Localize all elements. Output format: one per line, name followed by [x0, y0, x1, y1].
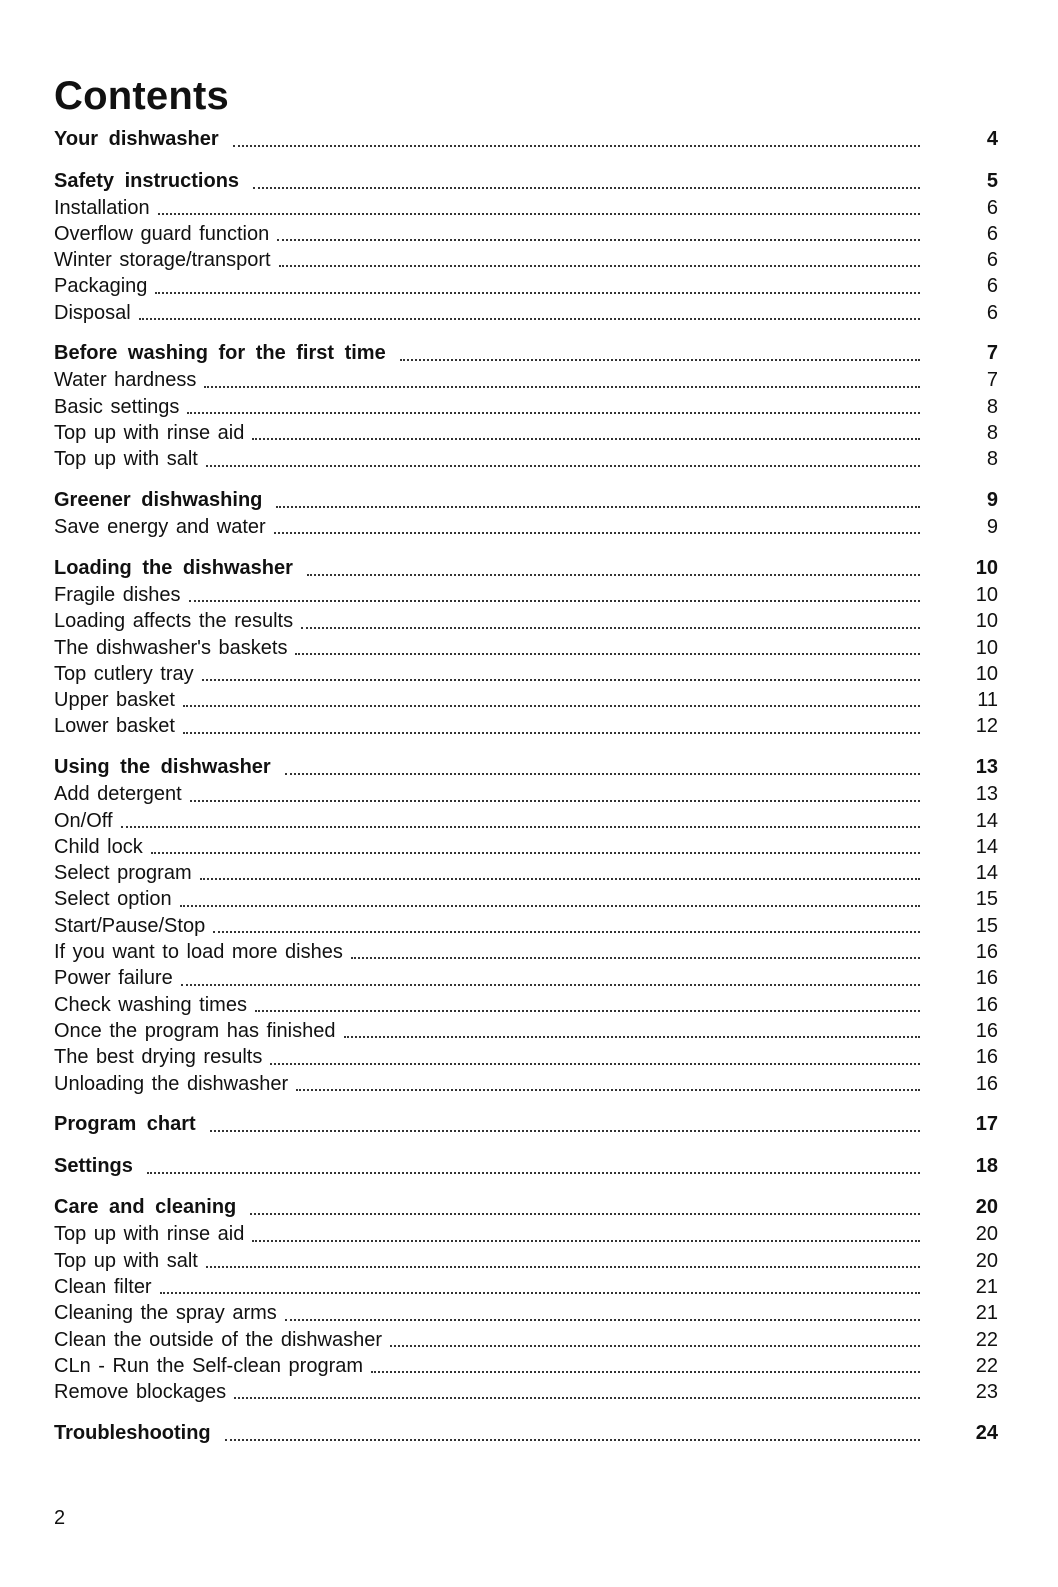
- dot-leader: [213, 930, 920, 933]
- dot-leader: [206, 464, 920, 467]
- toc-entry-page: 8: [986, 422, 998, 445]
- toc-entry[interactable]: [54, 1044, 998, 1070]
- toc-entry-page: 21: [975, 1275, 998, 1298]
- toc-entry[interactable]: [54, 1221, 998, 1247]
- toc-entry-page: 6: [986, 222, 998, 245]
- toc-entry-page: 21: [975, 1302, 998, 1325]
- toc-entry-page: 14: [975, 862, 998, 885]
- dot-leader: [183, 731, 920, 734]
- toc-entry-page: 7: [986, 342, 998, 365]
- toc-entry-page: 10: [975, 610, 998, 633]
- toc-entry-title: Your dishwasher: [54, 128, 219, 150]
- toc-entry-title: Troubleshooting: [54, 1421, 211, 1444]
- dot-leader: [139, 317, 920, 320]
- dot-leader: [181, 983, 920, 986]
- toc-entry[interactable]: [54, 913, 998, 939]
- toc-entry-title: Care and cleaning: [54, 1196, 237, 1219]
- toc-entry-page: 6: [986, 249, 998, 272]
- toc-section-heading[interactable]: [54, 555, 998, 582]
- toc-entry-title: Clean filter: [54, 1275, 152, 1298]
- toc-entry-title: CLn - Run the Self-clean program: [54, 1354, 364, 1377]
- toc-entry-title: Loading the dishwasher: [54, 556, 293, 579]
- toc-section-heading[interactable]: [54, 1111, 998, 1138]
- toc-section-heading[interactable]: [54, 754, 998, 781]
- dot-leader: [279, 264, 920, 267]
- toc-entry[interactable]: [54, 808, 998, 834]
- toc-entry-page: 15: [975, 888, 998, 911]
- dot-leader: [180, 904, 920, 907]
- dot-leader: [121, 825, 920, 828]
- toc-entry[interactable]: [54, 965, 998, 991]
- dot-leader: [151, 851, 920, 854]
- toc-entry-title: Lower basket: [54, 715, 175, 738]
- toc-entry-page: 22: [975, 1328, 998, 1351]
- dot-leader: [190, 799, 920, 802]
- toc-entry-title: Select program: [54, 862, 192, 885]
- toc-entry[interactable]: [54, 247, 998, 273]
- toc-entry-title: Greener dishwashing: [54, 489, 263, 512]
- toc-entry-title: Once the program has finished: [54, 1019, 336, 1042]
- toc-entry-title: Loading affects the results: [54, 610, 294, 633]
- dot-leader: [234, 1396, 920, 1399]
- toc-entry-page: 23: [975, 1381, 998, 1404]
- toc-entry[interactable]: [54, 608, 998, 634]
- toc-entry-title: Top up with salt: [54, 448, 198, 471]
- dot-leader: [147, 1171, 920, 1174]
- dot-leader: [187, 411, 920, 414]
- toc-entry-page: 12: [975, 715, 998, 738]
- toc-entry-title: Top up with rinse aid: [54, 422, 245, 445]
- dot-leader: [276, 505, 920, 508]
- dot-leader: [202, 678, 920, 681]
- toc-entry-title: The best drying results: [54, 1046, 263, 1069]
- toc-entry-page: 20: [975, 1196, 998, 1219]
- toc-entry-page: 11: [977, 689, 998, 712]
- toc-entry[interactable]: [54, 367, 998, 393]
- dot-leader: [204, 385, 920, 388]
- toc-entry-page: 15: [975, 914, 998, 937]
- toc-entry-title: Select option: [54, 888, 172, 911]
- toc-entry-page: 16: [975, 993, 998, 1016]
- toc-entry-title: Program chart: [54, 1113, 196, 1136]
- toc-entry-title: Start/Pause/Stop: [54, 914, 206, 937]
- toc-entry-page: 14: [975, 809, 998, 832]
- toc-entry-page: 10: [975, 636, 998, 659]
- toc-entry-page: 7: [986, 369, 998, 392]
- toc-entry-title: Settings: [54, 1154, 133, 1177]
- dot-leader: [200, 877, 920, 880]
- toc-entry-page: 6: [986, 275, 998, 298]
- toc-entry[interactable]: [54, 1018, 998, 1044]
- toc-entry-title: Clean the outside of the dishwasher: [54, 1328, 382, 1351]
- toc-entry-page: 16: [975, 1046, 998, 1069]
- dot-leader: [270, 1062, 920, 1065]
- toc-entry-page: 14: [975, 835, 998, 858]
- toc-entry[interactable]: [54, 1248, 998, 1274]
- toc-entry-page: 10: [975, 556, 998, 579]
- dot-leader: [274, 531, 920, 534]
- toc-entry-title: Installation: [54, 196, 150, 219]
- dot-leader: [277, 238, 920, 241]
- toc-entry[interactable]: [54, 1353, 998, 1379]
- toc-entry[interactable]: [54, 1071, 998, 1097]
- toc-entry[interactable]: [54, 661, 998, 687]
- toc-entry-page: 13: [975, 783, 998, 806]
- toc-entry-page: 9: [986, 516, 998, 539]
- toc-entry-title: Winter storage/transport: [54, 249, 271, 272]
- toc-entry-title: Top cutlery tray: [54, 662, 194, 685]
- toc-entry-title: Fragile dishes: [54, 583, 181, 606]
- dot-leader: [371, 1370, 920, 1373]
- dot-leader: [255, 1009, 920, 1012]
- toc-entry[interactable]: [54, 992, 998, 1018]
- toc-entry[interactable]: [54, 781, 998, 807]
- dot-leader: [183, 704, 920, 707]
- toc-entry-page: 17: [975, 1113, 998, 1136]
- toc-entry[interactable]: [54, 195, 998, 221]
- toc-entry-page: 9: [986, 489, 998, 512]
- toc-entry-title: Disposal: [54, 301, 131, 324]
- toc-entry[interactable]: [54, 1379, 998, 1405]
- toc-entry-title: Save energy and water: [54, 516, 266, 539]
- dot-leader: [210, 1129, 920, 1132]
- toc-entry[interactable]: [54, 635, 998, 661]
- toc-section-heading[interactable]: [54, 168, 998, 195]
- toc-section-heading[interactable]: [54, 340, 998, 367]
- toc-entry-page: 10: [975, 583, 998, 606]
- dot-leader: [253, 186, 920, 189]
- toc-entry[interactable]: [54, 713, 998, 739]
- toc-entry[interactable]: [54, 394, 998, 420]
- dot-leader: [301, 626, 920, 629]
- toc-entry-page: 4: [986, 128, 998, 150]
- toc-entry-title: Water hardness: [54, 369, 197, 392]
- toc-entry-title: Using the dishwasher: [54, 756, 271, 779]
- dot-leader: [225, 1438, 920, 1441]
- toc-entry-title: Add detergent: [54, 783, 182, 806]
- toc-entry[interactable]: [54, 514, 998, 540]
- toc-entry-title: Cleaning the spray arms: [54, 1302, 277, 1325]
- toc-entry-page: 10: [975, 662, 998, 685]
- toc-entry-page: 16: [975, 1019, 998, 1042]
- toc-entry[interactable]: [54, 221, 998, 247]
- table-of-contents: [54, 126, 998, 1447]
- dot-leader: [390, 1344, 920, 1347]
- toc-section-heading[interactable]: [54, 487, 998, 514]
- dot-leader: [344, 1035, 921, 1038]
- dot-leader: [400, 358, 920, 361]
- dot-leader: [160, 1291, 920, 1294]
- dot-leader: [206, 1265, 920, 1268]
- toc-entry[interactable]: [54, 886, 998, 912]
- toc-entry-title: Child lock: [54, 835, 143, 858]
- toc-entry-page: 6: [986, 196, 998, 219]
- toc-entry-page: 16: [975, 1072, 998, 1095]
- toc-section-heading[interactable]: [54, 1194, 998, 1221]
- toc-entry-title: On/Off: [54, 809, 113, 832]
- toc-entry-title: The dishwasher's baskets: [54, 636, 288, 659]
- toc-entry[interactable]: [54, 939, 998, 965]
- toc-entry-page: 16: [975, 941, 998, 964]
- toc-entry-page: 22: [975, 1354, 998, 1377]
- dot-leader: [252, 437, 920, 440]
- dot-leader: [307, 573, 920, 576]
- toc-section-heading[interactable]: [54, 126, 998, 153]
- toc-entry-page: 6: [986, 301, 998, 324]
- toc-entry-title: Overflow guard function: [54, 222, 270, 245]
- dot-leader: [233, 144, 920, 147]
- dot-leader: [296, 1088, 920, 1091]
- toc-entry-title: Top up with rinse aid: [54, 1223, 245, 1246]
- page-number: 2: [54, 1507, 66, 1529]
- toc-entry-title: If you want to load more dishes: [54, 941, 343, 964]
- toc-entry[interactable]: [54, 446, 998, 472]
- toc-entry-title: Remove blockages: [54, 1381, 227, 1404]
- toc-entry[interactable]: [54, 687, 998, 713]
- toc-entry-page: 20: [975, 1223, 998, 1246]
- toc-section-heading[interactable]: [54, 1153, 998, 1180]
- toc-entry-title: Unloading the dishwasher: [54, 1072, 289, 1095]
- toc-entry[interactable]: [54, 1274, 998, 1300]
- toc-entry-title: Basic settings: [54, 395, 180, 418]
- toc-entry[interactable]: [54, 860, 998, 886]
- dot-leader: [285, 1318, 920, 1321]
- dot-leader: [155, 291, 920, 294]
- toc-entry-title: Check washing times: [54, 993, 247, 1016]
- toc-entry[interactable]: [54, 273, 998, 299]
- toc-entry-title: Packaging: [54, 275, 148, 298]
- dot-leader: [189, 599, 920, 602]
- toc-entry[interactable]: [54, 300, 998, 326]
- toc-entry-page: 8: [986, 395, 998, 418]
- dot-leader: [285, 772, 920, 775]
- toc-entry-title: Power failure: [54, 967, 173, 990]
- toc-entry-page: 16: [975, 967, 998, 990]
- toc-entry[interactable]: [54, 582, 998, 608]
- toc-entry[interactable]: [54, 1327, 998, 1353]
- toc-entry-title: Top up with salt: [54, 1249, 198, 1272]
- toc-entry[interactable]: [54, 1300, 998, 1326]
- toc-entry-page: 13: [975, 756, 998, 779]
- dot-leader: [250, 1212, 920, 1215]
- toc-entry-page: 24: [975, 1421, 998, 1444]
- toc-entry-title: Upper basket: [54, 689, 175, 712]
- dot-leader: [351, 956, 920, 959]
- toc-entry-title: Safety instructions: [54, 169, 240, 192]
- toc-section-heading[interactable]: [54, 1420, 998, 1447]
- page-title: Contents: [54, 74, 229, 118]
- toc-entry-page: 20: [975, 1249, 998, 1272]
- toc-entry-page: 5: [986, 169, 998, 192]
- dot-leader: [295, 652, 920, 655]
- toc-entry[interactable]: [54, 834, 998, 860]
- dot-leader: [252, 1239, 920, 1242]
- toc-entry-page: 8: [986, 448, 998, 471]
- dot-leader: [158, 212, 920, 215]
- toc-entry-page: 18: [975, 1154, 998, 1177]
- toc-entry-title: Before washing for the first time: [54, 342, 386, 365]
- toc-entry[interactable]: [54, 420, 998, 446]
